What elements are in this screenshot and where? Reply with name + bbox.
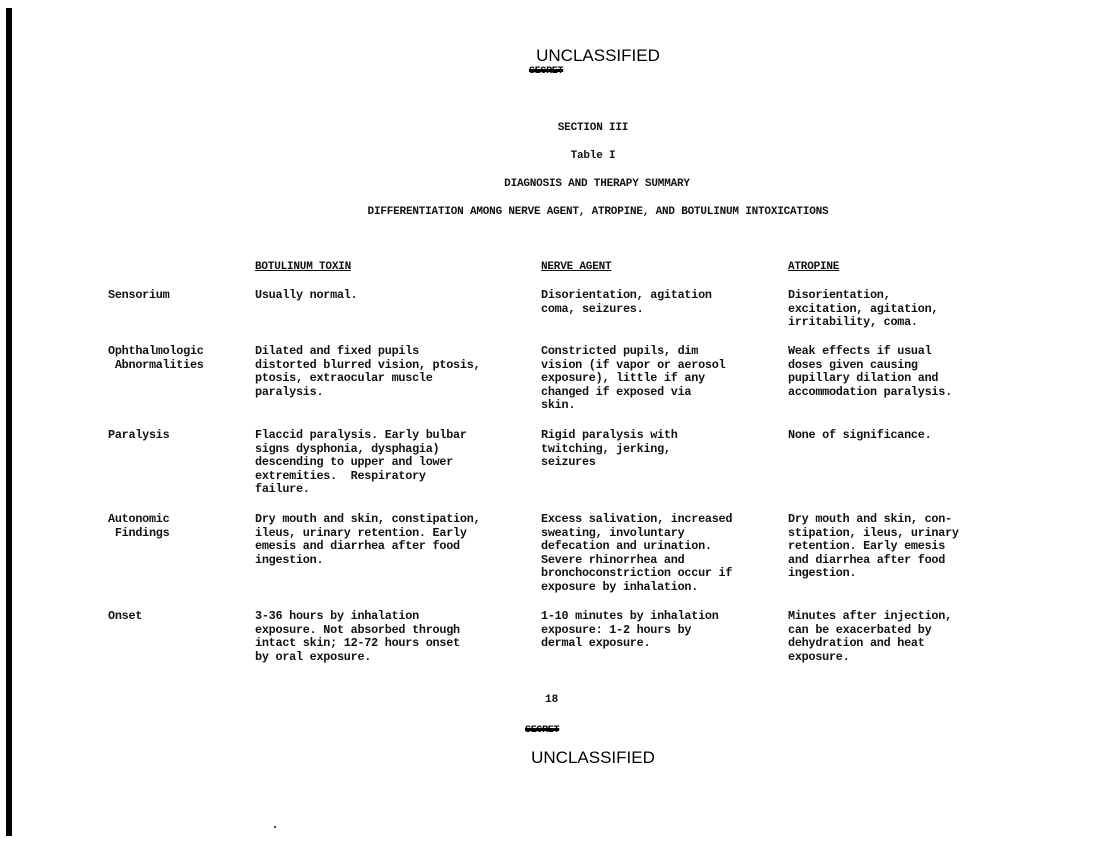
- table-cell: 3-36 hours by inhalation exposure. Not absorbed through intact skin; 12-72 hours onset by oral exposure.: [255, 609, 460, 664]
- struck-classification-bottom: SECRET: [525, 725, 560, 736]
- table-cell: Dry mouth and skin, con- stipation, ileus, urinary retention. Early emesis and diarrhea after food ingestion.: [788, 512, 959, 581]
- row-label-sensorium: Sensorium: [108, 288, 170, 302]
- scan-speck: [274, 826, 276, 828]
- table-cell: Minutes after injection, can be exacerbated by dehydration and heat exposure.: [788, 609, 952, 664]
- table-cell: Disorientation, agitation coma, seizures.: [541, 288, 712, 316]
- table-cell: Weak effects if usual doses given causing pupillary dilation and accommodation paralysis.: [788, 344, 952, 399]
- table-cell: Constricted pupils, dim vision (if vapor or aerosol exposure), little if any changed if exposed via skin.: [541, 344, 726, 413]
- table-cell: None of significance.: [788, 428, 932, 442]
- table-cell: Disorientation, excitation, agitation, irritability, coma.: [788, 288, 939, 330]
- table-cell: Dry mouth and skin, constipation, ileus, urinary retention. Early emesis and diarrhea after food ingestion.: [255, 512, 481, 567]
- row-label-ophthalmologic: Ophthalmologic Abnormalities: [108, 344, 204, 372]
- table-cell: Flaccid paralysis. Early bulbar signs dysphonia, dysphagia) descending to upper and lower extremities. Respiratory failure.: [255, 428, 467, 497]
- column-header-atropine: ATROPINE: [788, 261, 840, 273]
- table-cell: Dilated and fixed pupils distorted blurred vision, ptosis, ptosis, extraocular muscle paralysis.: [255, 344, 481, 399]
- table-subtitle: DIFFERENTIATION AMONG NERVE AGENT, ATROPINE, AND BOTULINUM INTOXICATIONS: [367, 206, 829, 218]
- section-heading: SECTION III: [557, 122, 629, 134]
- table-title: DIAGNOSIS AND THERAPY SUMMARY: [504, 178, 690, 190]
- table-heading: Table I: [570, 150, 616, 162]
- row-label-paralysis: Paralysis: [108, 428, 170, 442]
- left-scan-border: [6, 8, 12, 836]
- page-number: 18: [545, 694, 559, 706]
- table-cell: 1-10 minutes by inhalation exposure: 1-2 hours by dermal exposure.: [541, 609, 719, 651]
- row-label-onset: Onset: [108, 609, 143, 623]
- column-header-botulinum: BOTULINUM TOXIN: [255, 261, 352, 273]
- row-label-autonomic: Autonomic Findings: [108, 512, 170, 540]
- table-cell: Rigid paralysis with twitching, jerking, seizures: [541, 428, 678, 470]
- table-cell: Excess salivation, increased sweating, involuntary defecation and urination. Severe rhinorrhea and bronchoconstriction occur if exposure by inhalation.: [541, 512, 733, 594]
- classification-banner-top: UNCLASSIFIED: [536, 46, 660, 65]
- struck-classification-top: SECRET: [529, 66, 564, 77]
- column-header-nerve-agent: NERVE AGENT: [541, 261, 612, 273]
- table-cell: Usually normal.: [255, 288, 358, 302]
- classification-banner-bottom: UNCLASSIFIED: [531, 748, 655, 767]
